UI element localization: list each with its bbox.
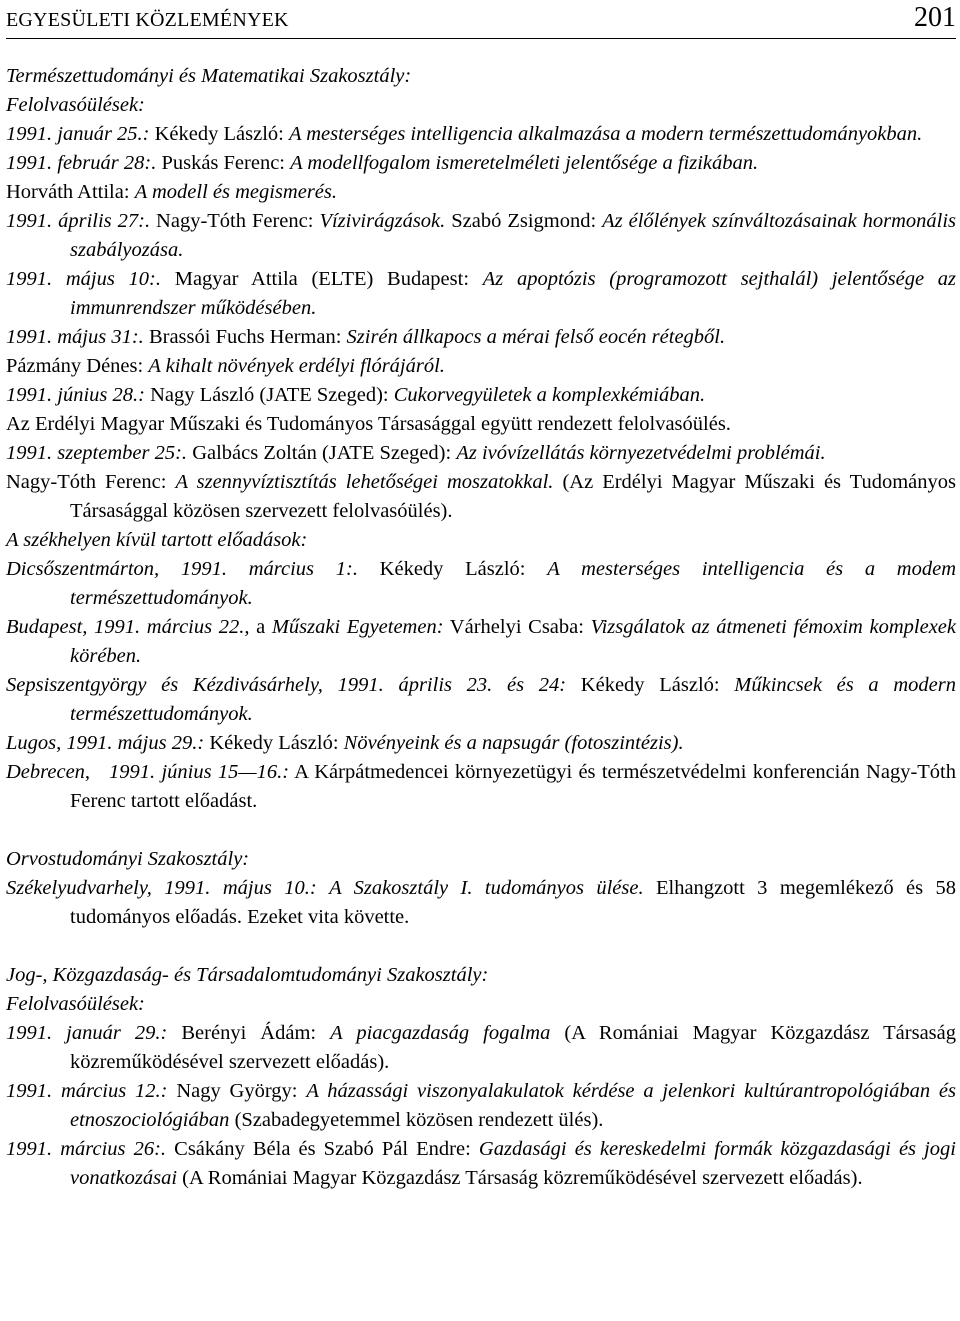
entry-title: Vízivirágzások. [319, 210, 446, 232]
entry-title: Vizsgálatok az átmeneti fémoxim komplexek körében. [70, 616, 956, 667]
entry-date: Dicsőszentmárton, 1991. március 1:. [6, 558, 358, 580]
entry-text: Kékedy László: [149, 123, 289, 145]
entry-date: Lugos, 1991. május 29.: [6, 732, 205, 754]
entry-title: Gazdasági és kereskedelmi formák közgazdasági és jogi vonatkozásai [70, 1138, 957, 1189]
entry-text: (A Romániai Magyar Közgazdász Társaság közreműködésével szervezett előadás). [177, 1167, 863, 1189]
section-subtitle: Felolvasóülések: [6, 94, 145, 116]
entry-text: Nagy György: [167, 1080, 307, 1102]
entry-title: Cukorvegyületek a komplexkémiában. [393, 384, 706, 406]
entry-date: 1991. február 28:. [6, 152, 157, 174]
list-item [6, 671, 956, 729]
entry-date: Székelyudvarhely, 1991. május 10.: [6, 877, 317, 899]
entry-title: Szirén állkapocs a mérai felső eocén rétegből. [346, 326, 726, 348]
entry-text: Nagy-Tóth Ferenc: [150, 210, 320, 232]
entry-text: Csákány Béla és Szabó Pál Endre: [166, 1138, 479, 1160]
entry-date: 1991. április 27:. [6, 210, 151, 232]
entry-text: Pázmány Dénes: [6, 355, 149, 377]
entry-text: Kékedy László: [357, 558, 548, 580]
list-item [6, 758, 956, 816]
entry-text: Puskás Ferenc: [156, 152, 291, 174]
entry-title: A szennyvíztisztítás lehetőségei moszatokkal. [175, 471, 554, 493]
entry-text: Kékedy László: [204, 732, 344, 754]
entry-title: A mesterséges intelligencia alkalmazása a modern természettudományokban. [288, 123, 923, 145]
entry-text: Brassói Fuchs Herman: [143, 326, 347, 348]
entry-text: (Az Erdélyi Magyar Műszaki és Tudományos Társasággal közösen szervezett felolvasóülés). [70, 471, 956, 522]
list-item [6, 1077, 956, 1135]
entry-title: A modell és megismerés. [134, 181, 337, 203]
entry-title: Az apoptózis (programozott sejthalál) jelentősége az immunrendszer működésében. [70, 268, 956, 319]
entry-title: A modellfogalom ismeretelméleti jelentősége a fizikában. [290, 152, 759, 174]
entry-date: 1991. szeptember 25:. [6, 442, 188, 464]
header-title: EGYESÜLETI KÖZLEMÉNYEK [6, 9, 289, 31]
list-item [6, 120, 956, 149]
entry-title: A mesterséges intelligencia és a modem természettudományok. [70, 558, 956, 609]
list-item [6, 613, 956, 671]
entry-text: Galbács Zoltán (JATE Szeged): [187, 442, 457, 464]
entry-date: 1991. május 10:. [6, 268, 161, 290]
entry-date: 1991. június 28.: [6, 384, 145, 406]
list-item [6, 874, 956, 932]
entry-text: a [249, 616, 272, 638]
entry-title: A Szakosztály I. tudományos ülése. [329, 877, 644, 899]
entry-title: A házassági viszonyalakulatok kérdése a jelenkori kultúrantropológiában és etnoszociológiában [70, 1080, 956, 1131]
entry-title: Az élőlények színváltozásainak hormonális szabályozása. [70, 210, 957, 261]
entry-date: 1991. május 31:. [6, 326, 144, 348]
running-header [6, 2, 956, 34]
entry-text: Berényi Ádám: [167, 1022, 331, 1044]
list-item [6, 323, 956, 381]
list-item [6, 555, 956, 613]
entry-date: 1991. január 29.: [6, 1022, 168, 1044]
entry-text: (Szabadegyetemmel közösen rendezett ülés). [229, 1109, 604, 1131]
section-subtitle: Felolvasóülések: [6, 993, 145, 1015]
entry-text: Nagy László (JATE Szeged): [144, 384, 394, 406]
section-title: Jog-, Közgazdaság- és Társadalomtudományi Szakosztály: [6, 964, 489, 986]
entry-text: Várhelyi Csaba: [443, 616, 591, 638]
entry-text [317, 877, 329, 899]
entry-title: Az ivóvízellátás környezetvédelmi problémái. [456, 442, 826, 464]
entry-text: Szabó Zsigmond: [445, 210, 603, 232]
spacer [6, 816, 956, 845]
entry-title: A kihalt növények erdélyi flórájáról. [148, 355, 445, 377]
entry-text: Kékedy László: [566, 674, 735, 696]
section-subtitle: A székhelyen kívül tartott előadások: [6, 529, 308, 551]
entry-date: 1991. március 12.: [6, 1080, 168, 1102]
entry-text: A Kárpátmedencei környezetügyi és természetvédelmi konferencián Nagy-Tóth Ferenc tartott előadást. [70, 761, 956, 812]
section-title: Természettudományi és Matematikai Szakosztály: [6, 65, 412, 87]
entry-title: Növényeink és a napsugár (fotoszintézis). [343, 732, 684, 754]
list-item [6, 1019, 956, 1077]
entry-date: Debrecen, 1991. június 15—16.: [6, 761, 290, 783]
entry-text: (A Romániai Magyar Közgazdász Társaság közreműködésével szervezett előadás). [70, 1022, 956, 1073]
entry-date: Budapest, 1991. március 22., [6, 616, 250, 638]
entry-text: Az Erdélyi Magyar Műszaki és Tudományos Társasággal együtt rendezett felolvasóülés. [6, 413, 731, 435]
list-item [6, 149, 956, 207]
list-item [6, 207, 956, 265]
entry-title: Műszaki Egyetemen: [271, 616, 444, 638]
header-rule [6, 38, 956, 39]
list-item [6, 729, 956, 758]
entry-date: 1991. január 25.: [6, 123, 150, 145]
entry-title: Műkincsek és a modern természettudományok. [70, 674, 956, 725]
document-body [6, 62, 956, 1193]
spacer [6, 932, 956, 961]
section-title: Orvostudományi Szakosztály: [6, 848, 250, 870]
entry-text: Magyar Attila (ELTE) Budapest: [161, 268, 483, 290]
page-number: 201 [914, 2, 956, 33]
page [6, 0, 957, 1189]
entry-text: Nagy-Tóth Ferenc: [6, 471, 176, 493]
entry-date: 1991. március 26:. [6, 1138, 167, 1160]
list-item [6, 265, 956, 323]
list-item [6, 439, 956, 526]
entry-date: Sepsiszentgyörgy és Kézdivásárhely, 1991. április 23. és 24: [6, 674, 567, 696]
list-item [6, 381, 956, 439]
entry-text: Elhangzott 3 megemlékező és 58 tudományos előadás. Ezeket vita követte. [70, 877, 957, 928]
entry-title: A piacgazdaság fogalma [330, 1022, 551, 1044]
list-item [6, 1135, 956, 1193]
entry-text: Horváth Attila: [6, 181, 135, 203]
